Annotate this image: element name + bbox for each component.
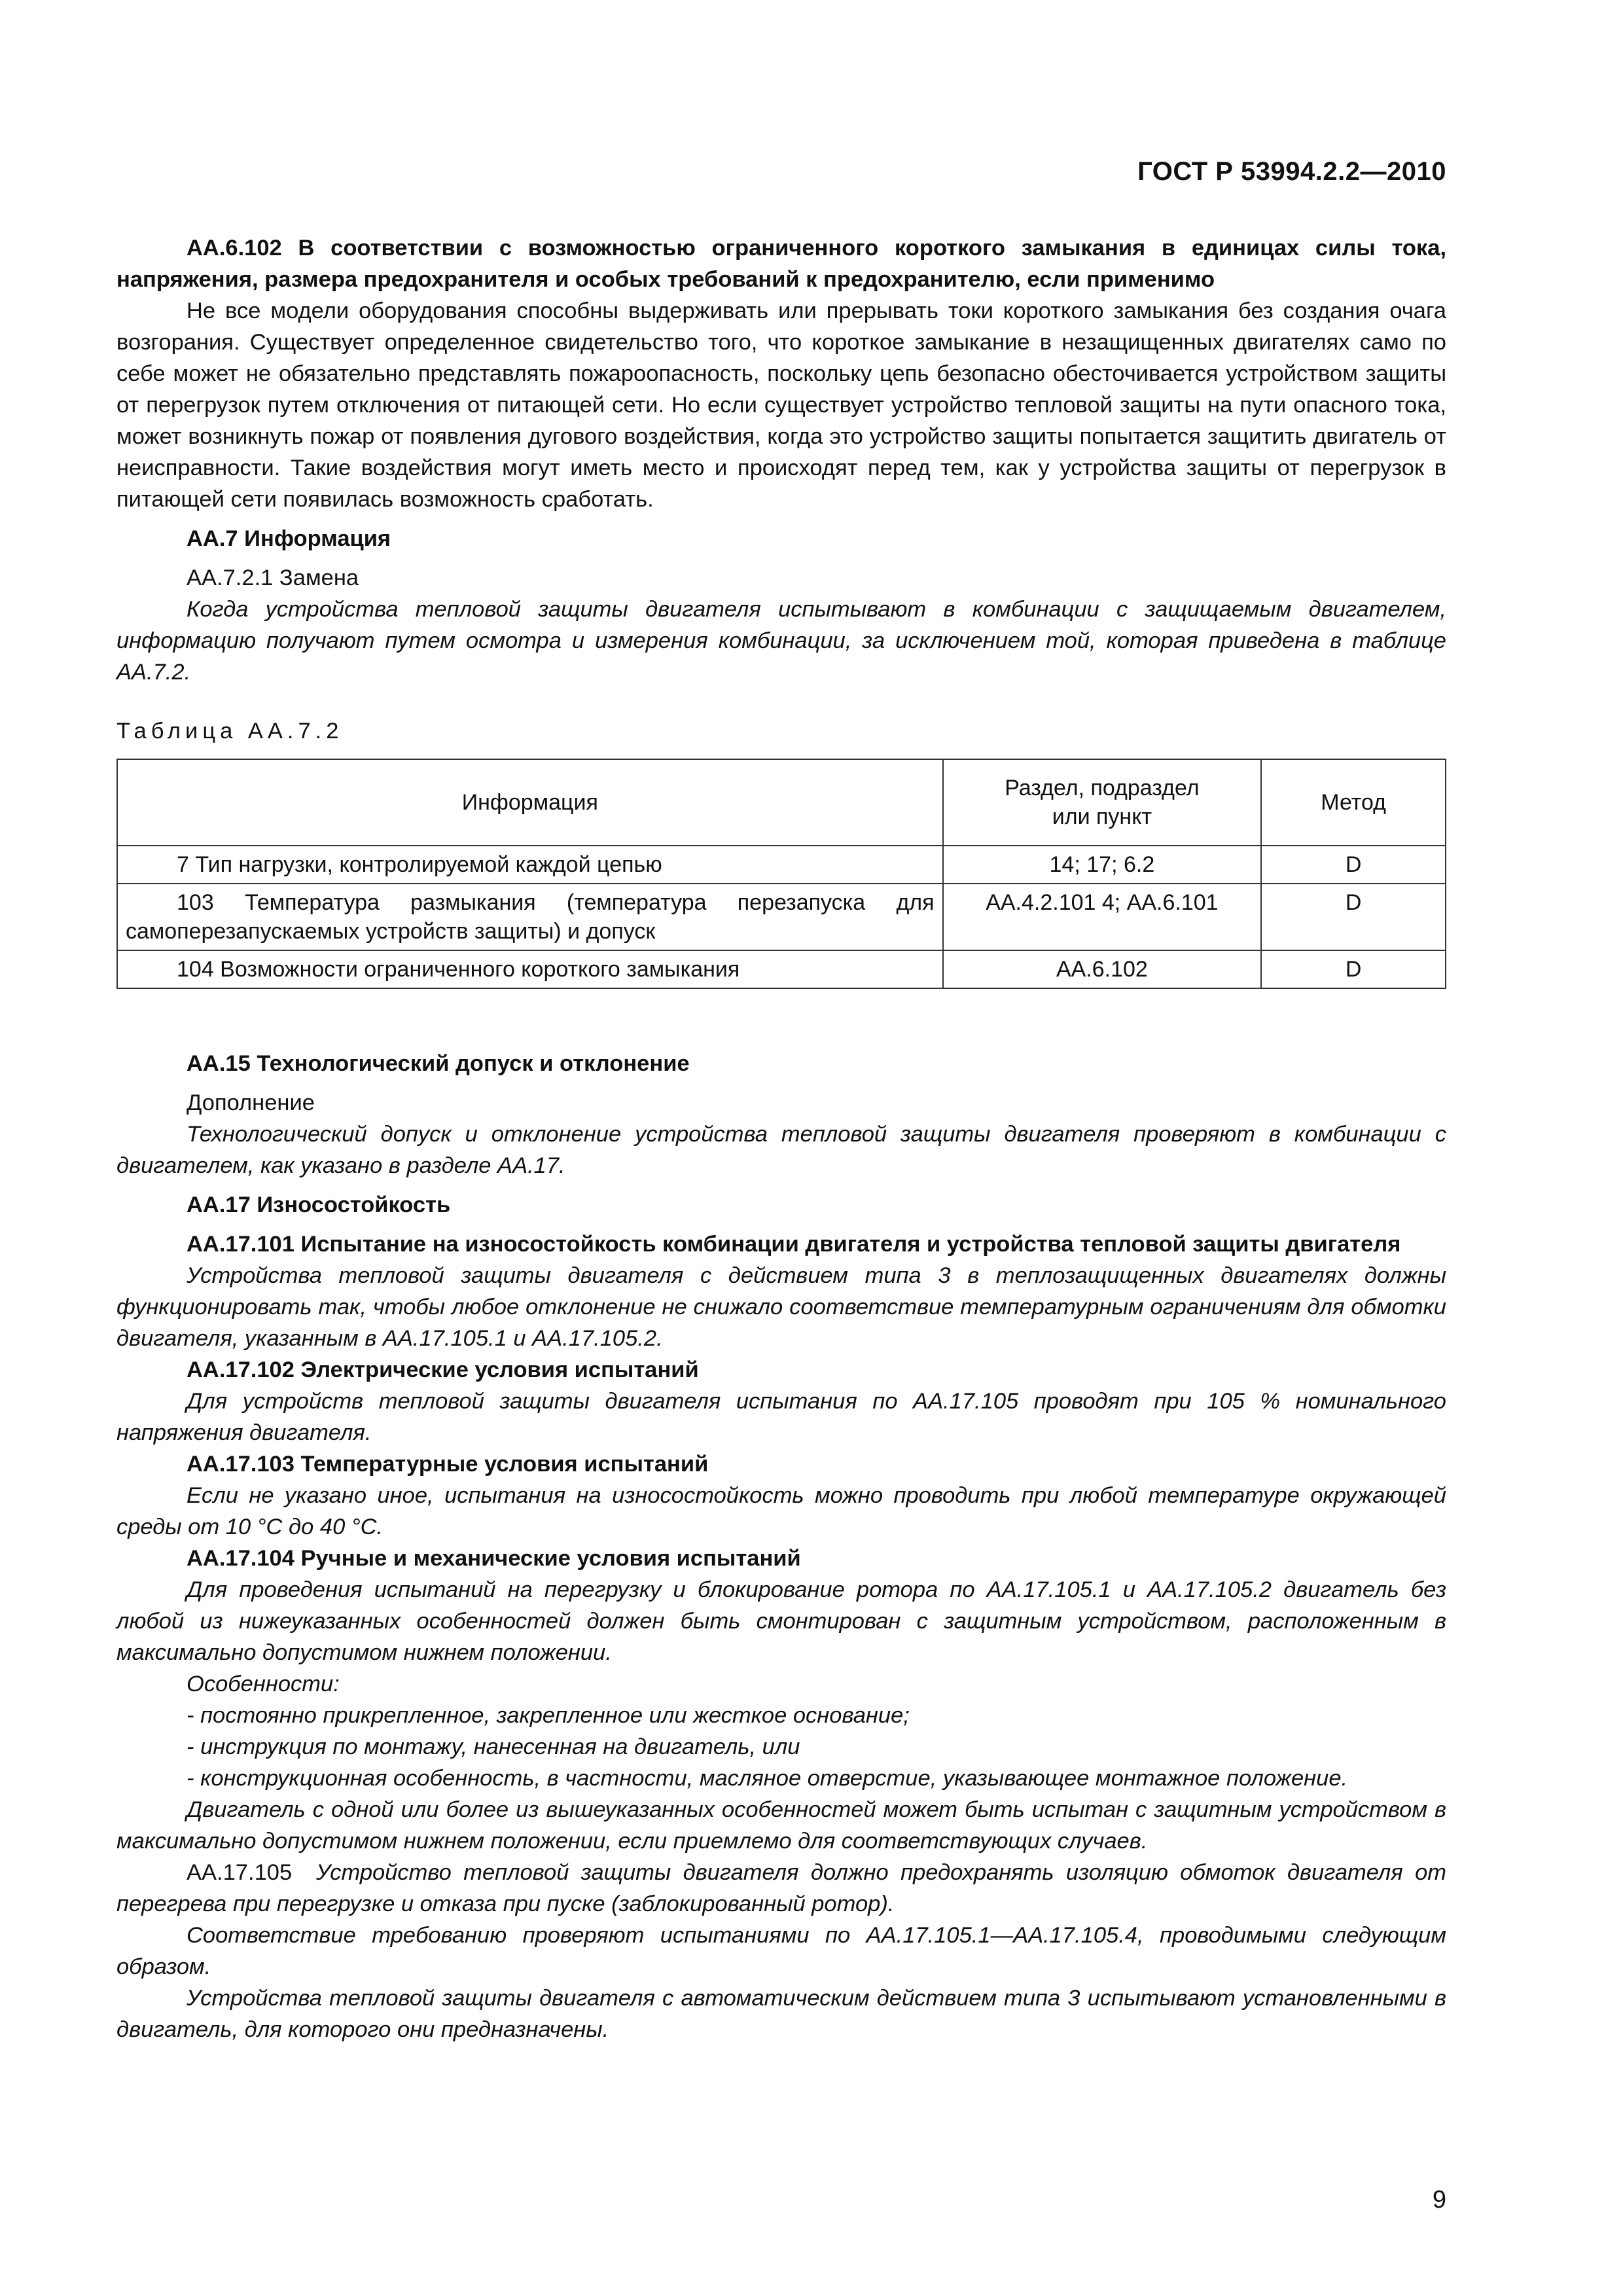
section-aa17-title: АА.17 Износостойкость: [187, 1193, 451, 1217]
section-aa17-101-body: Устройства тепловой защиты двигателя с действием типа 3 в теплозащищенных двигателях должны функционировать так, чтобы любое отклонение не снижало соответствие температурным ограничениям для обмотки двигателя, указанным в АА.17.105.1 и АА.17.105.2.: [116, 1263, 1446, 1351]
table-header-row: [117, 759, 1446, 846]
feature-item: - конструкционная особенность, в частности, масляное отверстие, указывающее монтажное положение.: [187, 1766, 1348, 1791]
section-aa17-101-title: АА.17.101 Испытание на износостойкость комбинации двигателя и устройства тепловой защиты двигателя: [187, 1232, 1401, 1257]
section-aa17-103-title: АА.17.103 Температурные условия испытаний: [187, 1452, 709, 1477]
table-cell-section: 14; 17; 6.2: [943, 846, 1262, 884]
section-aa17-105-number: АА.17.105: [187, 1860, 293, 1885]
page-content: [116, 232, 1446, 2045]
section-aa17-102-body: Для устройств тепловой защиты двигателя испытания по АА.17.105 проводят при 105 % номинального напряжения двигателя.: [116, 1389, 1446, 1445]
table-cell-info: 7 Тип нагрузки, контролируемой каждой цепью: [117, 846, 943, 884]
section-aa17-102-title: АА.17.102 Электрические условия испытаний: [187, 1357, 699, 1382]
section-aa17-105-install: Устройства тепловой защиты двигателя с автоматическим действием типа 3 испытывают установленными в двигатель, для которого они предназначены.: [116, 1986, 1446, 2042]
table-row: [117, 846, 1446, 884]
section-aa17-104-body: Для проведения испытаний на перегрузку и блокирование ротора по АА.17.105.1 и АА.17.105.2 двигатель без любой из нижеуказанных особенностей должен быть смонтирован с защитным устройством, расположенным в максимально допустимом нижнем положении.: [116, 1577, 1446, 1665]
table-cell-method: D: [1261, 884, 1446, 950]
table-row: [117, 884, 1446, 950]
section-aa17-104-title: АА.17.104 Ручные и механические условия испытаний: [187, 1546, 801, 1571]
table-cell-section: АА.6.102: [943, 950, 1262, 988]
table-cell-info: 104 Возможности ограниченного короткого замыкания: [117, 950, 943, 988]
table-cell-method: D: [1261, 846, 1446, 884]
section-aa17-105: [116, 1857, 1446, 1920]
section-aa17-103-body: Если не указано иное, испытания на износостойкость можно проводить при любой температуре окружающей среды от 10 °С до 40 °С.: [116, 1483, 1446, 1539]
section-aa17-105-compliance: Соответствие требованию проверяют испытаниями по АА.17.105.1—АА.17.105.4, проводимыми следующим образом.: [116, 1923, 1446, 1979]
section-aa15-body: Технологический допуск и отклонение устройства тепловой защиты двигателя проверяют в комбинации с двигателем, как указано в разделе АА.17.: [116, 1122, 1446, 1178]
section-aa15-sub: Дополнение: [187, 1090, 315, 1115]
section-aa17-105-body: Устройство тепловой защиты двигателя должно предохранять изоляцию обмоток двигателя от перегрева при перегрузке и отказа при пуске (заблокированный ротор).: [116, 1860, 1447, 1916]
feature-item: - постоянно прикрепленное, закрепленное или жесткое основание;: [187, 1703, 910, 1728]
table-header-info: Информация: [117, 759, 943, 846]
section-aa7-title: АА.7 Информация: [187, 526, 391, 551]
table-cell-info: 103 Температура размыкания (температура перезапуска для самоперезапускаемых устройств защиты) и допуск: [117, 884, 943, 950]
table-caption: Таблица АА.7.2: [116, 719, 344, 744]
section-aa6-102-body: Не все модели оборудования способны выдерживать или прерывать токи короткого замыкания без создания очага возгорания. Существует определенное свидетельство того, что короткое замыкание в незащищенных двигателях само по себе может не обязательно представлять пожароопасность, поскольку цепь безопасно обесточивается устройством защиты от перегрузок путем отключения от питающей сети. Но если существует устройство тепловой защиты на пути опасного тока, может возникнуть пожар от появления дугового воздействия, когда это устройство защиты попытается защитить двигатель от неисправности. Такие воздействия могут иметь место и происходят перед тем, как у устройства защиты от перегрузок в питающей сети появилась возможность сработать.: [116, 298, 1446, 512]
info-table: [116, 759, 1446, 989]
table-header-method: Метод: [1261, 759, 1446, 846]
section-aa7-sub: АА.7.2.1 Замена: [187, 565, 359, 590]
section-aa6-102-title: АА.6.102 В соответствии с возможностью ограниченного короткого замыкания в единицах силы тока, напряжения, размера предохранителя и особых требований к предохранителю, если применимо: [116, 236, 1446, 292]
document-standard-id: ГОСТ Р 53994.2.2—2010: [1137, 157, 1446, 186]
table-cell-method: D: [1261, 950, 1446, 988]
section-aa7-body: Когда устройства тепловой защиты двигателя испытывают в комбинации с защищаемым двигателем, информацию получают путем осмотра и измерения комбинации, за исключением той, которая приведена в таблице АА.7.2.: [116, 597, 1446, 685]
page-number: 9: [1432, 2186, 1446, 2214]
table-row: [117, 950, 1446, 988]
table-cell-section: АА.4.2.101 4; АА.6.101: [943, 884, 1262, 950]
features-label: Особенности:: [187, 1672, 340, 1696]
feature-item: - инструкция по монтажу, нанесенная на двигатель, или: [187, 1734, 800, 1759]
section-aa15-title: АА.15 Технологический допуск и отклонение: [187, 1051, 690, 1076]
table-header-section: Раздел, подраздел или пункт: [943, 759, 1262, 846]
section-aa17-104-after: Двигатель с одной или более из вышеуказанных особенностей может быть испытан с защитным устройством в максимально допустимом нижнем положении, если приемлемо для соответствующих случаев.: [116, 1797, 1446, 1854]
